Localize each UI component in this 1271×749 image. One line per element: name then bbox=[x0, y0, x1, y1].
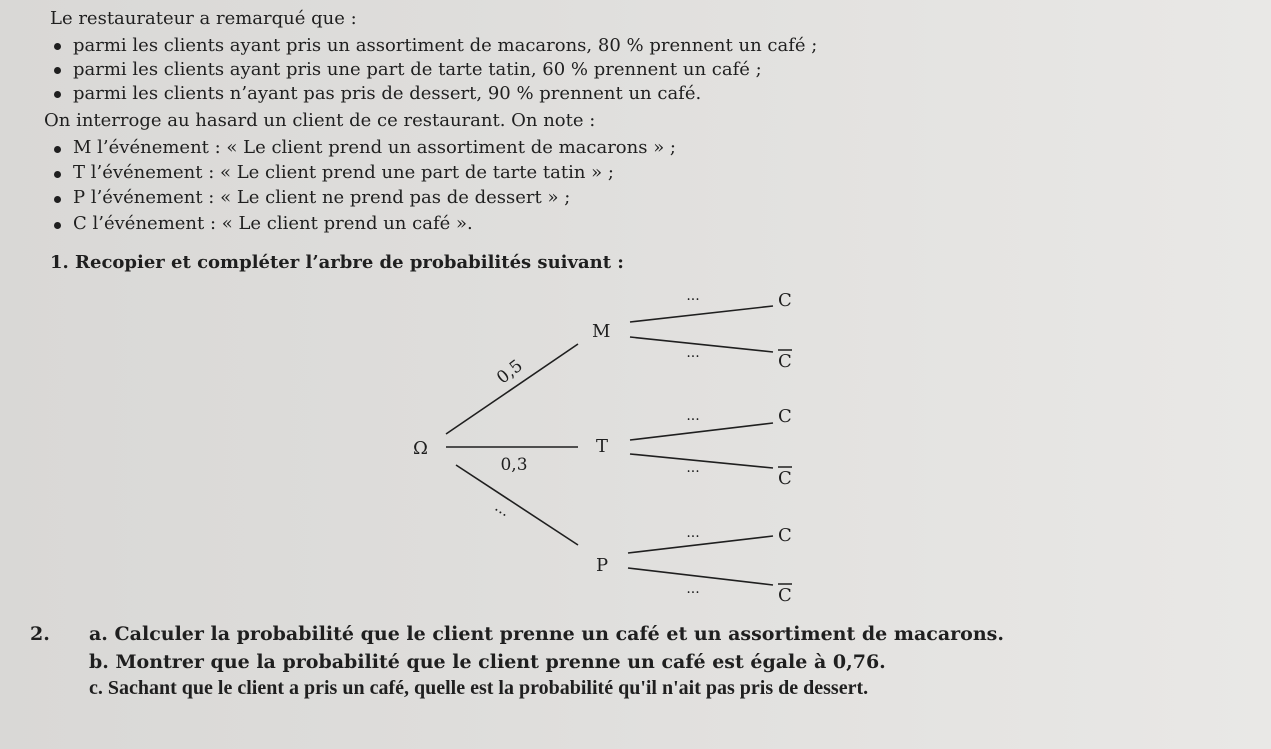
leaf-t-cbar: C bbox=[778, 468, 792, 489]
prob-m-cbar: ... bbox=[686, 345, 700, 361]
branch-m-c bbox=[630, 306, 773, 322]
question-2c: c. Sachant que le client a pris un café, quelle est la probabilité qu'il n'ait pas pris de dessert. bbox=[89, 677, 869, 699]
prob-t-cbar: ... bbox=[686, 460, 700, 476]
branch-m-cbar bbox=[630, 337, 773, 352]
fact-tarte: parmi les clients ayant pris une part de tarte tatin, 60 % prennent un café ; bbox=[73, 59, 762, 80]
branch-p-c bbox=[628, 536, 773, 553]
prob-m-c: ... bbox=[686, 288, 700, 304]
prob-p-cbar: ... bbox=[686, 581, 700, 597]
event-c: C l’événement : « Le client prend un café ». bbox=[73, 213, 473, 234]
leaf-m-cbar: C bbox=[778, 351, 792, 372]
question-1: 1. Recopier et compléter l’arbre de probabilités suivant : bbox=[50, 252, 624, 273]
node-t: T bbox=[596, 436, 609, 457]
leaf-t-c: C bbox=[778, 406, 792, 427]
leaf-p-cbar: C bbox=[778, 585, 792, 606]
question-2a: a. Calculer la probabilité que le client prenne un café et un assortiment de macarons. bbox=[89, 623, 1004, 645]
question-2b: b. Montrer que la probabilité que le client prenne un café est égale à 0,76. bbox=[89, 651, 886, 673]
leaf-m-c: C bbox=[778, 290, 792, 311]
event-t: T l’événement : « Le client prend une part de tarte tatin » ; bbox=[73, 162, 614, 183]
prob-t-c: ... bbox=[686, 408, 700, 424]
branch-t-cbar bbox=[630, 454, 773, 468]
interro-text: On interroge au hasard un client de ce restaurant. On note : bbox=[44, 110, 596, 131]
prob-p-c: ... bbox=[686, 525, 700, 541]
branch-t-c bbox=[630, 423, 773, 440]
node-omega: Ω bbox=[413, 438, 428, 459]
question-2-number: 2. bbox=[30, 623, 50, 645]
prob-m: 0,5 bbox=[493, 355, 527, 389]
fact-macarons: parmi les clients ayant pris un assortiment de macarons, 80 % prennent un café ; bbox=[73, 35, 818, 56]
branch-p-cbar bbox=[628, 568, 773, 585]
intro-text: Le restaurateur a remarqué que : bbox=[50, 8, 357, 29]
node-p: P bbox=[596, 555, 609, 576]
leaf-p-c: C bbox=[778, 525, 792, 546]
branch-omega-p bbox=[456, 465, 578, 545]
fact-sans-dessert: parmi les clients n’ayant pas pris de dessert, 90 % prennent un café. bbox=[73, 83, 702, 104]
event-m: M l’événement : « Le client prend un assortiment de macarons » ; bbox=[73, 137, 676, 158]
event-p: P l’événement : « Le client ne prend pas de dessert » ; bbox=[73, 187, 571, 208]
prob-p: ... bbox=[491, 497, 514, 521]
node-m: M bbox=[592, 321, 611, 342]
prob-t: 0,3 bbox=[500, 455, 528, 475]
